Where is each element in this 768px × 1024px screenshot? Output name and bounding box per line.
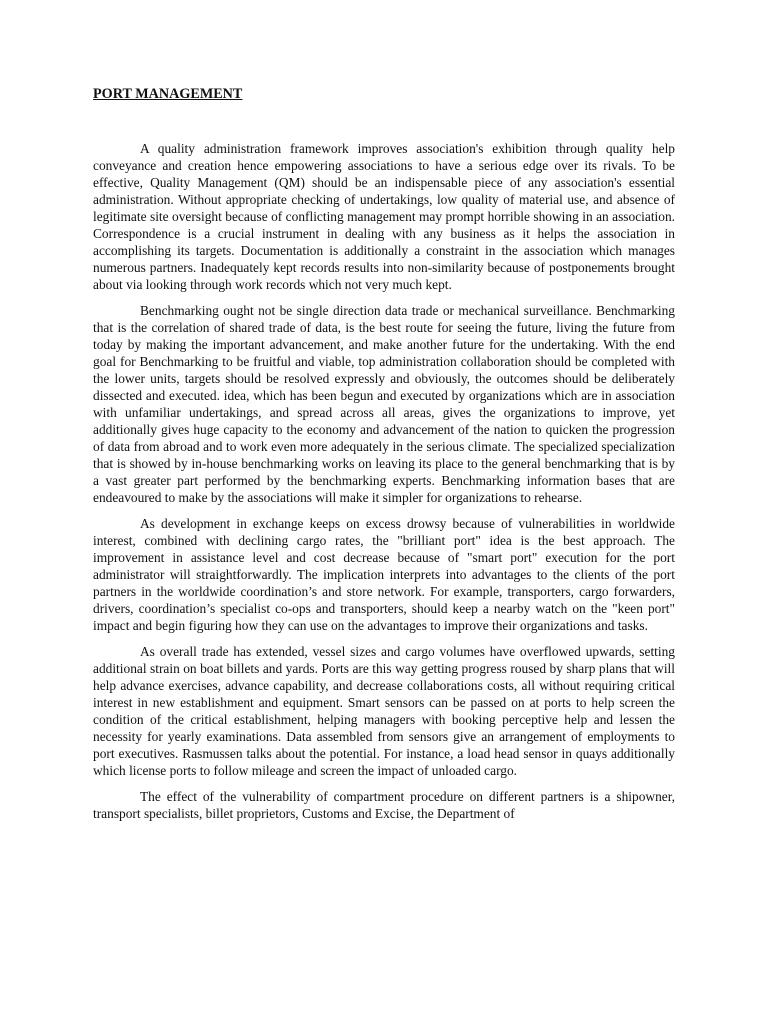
paragraph-benchmarking: Benchmarking ought not be single direction data trade or mechanical surveillance. Benchmarking that is the correlation of shared trade of data, is the best route for seeing the future, living the future from today by making the important advancement, and make another future for the undertaking. With the end goal for Benchmarking to be fruitful and viable, top administration collaboration should be completed with the lower units, targets should be resolved expressly and obviously, the outcomes should be deliberately dissected and executed. idea, which has been begun and executed by organizations which are in association with unfamiliar undertakings, and spread across all areas, gives the organizations to improve, yet additionally gives huge capacity to the economy and advancement of the nation to quicken the progression of data from abroad and to work even more adequately in the serious climate. The specialized specialization that is showed by in-house benchmarking works on leaving its place to the general benchmarking that is by a vast greater part performed by the benchmarking experts. Benchmarking information bases that are endeavoured to make by the associations will make it simpler for organizations to rehearse. bbox=[93, 303, 675, 505]
document-title: PORT MANAGEMENT bbox=[93, 86, 243, 102]
paragraph-smart-port: As development in exchange keeps on excess drowsy because of vulnerabilities in worldwide interest, combined with declining cargo rates, the "brilliant port" idea is the best approach. The improvement in assistance level and cost decrease because of "smart port" execution for the port administrator will straightforwardly. The implication interprets into advantages to the clients of the port partners in the worldwide coordination’s and store network. For example, transporters, cargo forwarders, drivers, coordination’s specialist co-ops and transporters, should keep a nearby watch on the "keen port" impact and begin figuring how they can use on the advantages to improve their organizations and tasks. bbox=[93, 516, 675, 633]
paragraph-vulnerability-effect: The effect of the vulnerability of compartment procedure on different partners is a shipowner, transport specialists, billet proprietors, Customs and Excise, the Department of bbox=[93, 789, 675, 821]
document-page bbox=[93, 86, 675, 831]
paragraph-vessel-sizes: As overall trade has extended, vessel sizes and cargo volumes have overflowed upwards, setting additional strain on boat billets and yards. Ports are this way getting progress roused by sharp plans that will help advance exercises, advance capability, and decrease collaborations costs, all without requiring critical interest in new establishment and equipment. Smart sensors can be passed on at ports to help screen the condition of the critical establishment, helping managers with booking perceptive help and lessen the necessity for yearly examinations. Data assembled from sensors give an arrangement of employments to port executives. Rasmussen talks about the potential. For instance, a load head sensor in quays additionally which license ports to follow mileage and screen the impact of unloaded cargo. bbox=[93, 644, 675, 778]
paragraph-quality-management: A quality administration framework improves association's exhibition through quality help conveyance and creation hence empowering associations to have a serious edge over its rivals. To be effective, Quality Management (QM) should be an indispensable piece of any association's essential administration. Without appropriate checking of undertakings, low quality of material use, and absence of legitimate site oversight because of conflicting management may prompt horrible showing in an association. Correspondence is a crucial instrument in dealing with any business as it helps the association in accomplishing its targets. Documentation is additionally a constraint in the association which manages numerous partners. Inadequately kept records results into non-similarity because of postponements brought about via looking through work records which not very much kept. bbox=[93, 141, 675, 292]
